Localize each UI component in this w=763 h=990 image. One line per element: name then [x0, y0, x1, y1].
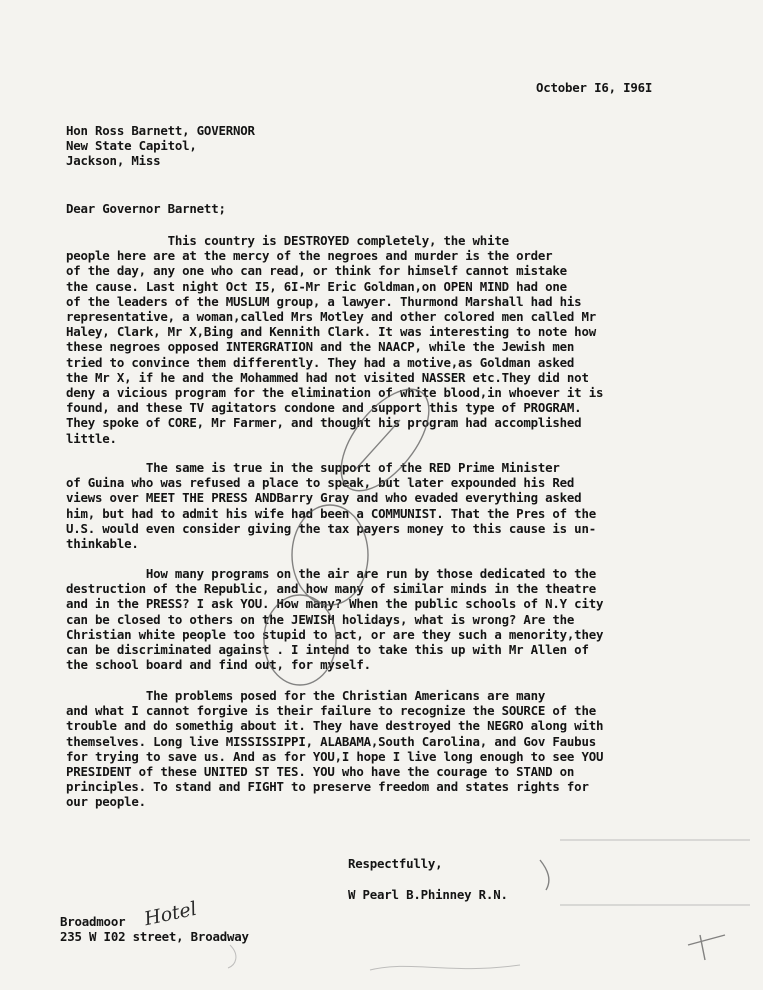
body-paragraph-1: This country is DESTROYED completely, the white people here are at the mercy of the negroes and murder is the order of the day, any one who can read, or think for himself cannot mistake the cause. Last night Oct I5, 6I-Mr Eric Goldman,on OPEN MIND had one of the leaders of the MUSLUM group, a lawyer. Thurmond Marshall had his representative, a woman,called Mrs Motley and other colored men called Mr Haley, Clark, Mr X,Bing and Kennith Clark. It was interesting to note how these negroes opposed INTERGRATION and the NAACP, while the Jewish men tried to convince them differently. They had a motive,as Goldman asked the Mr X, if he and the Mohammed had not visited NASSER etc.They did not deny a vicious program for the elimination of white blood,in whoever it is found, and these TV agitators condone and support this type of PROGRAM. They spoke of CORE, Mr Farmer, and thought his program had accomplished little. — [66, 233, 604, 446]
recipient-line: Jackson, Miss — [66, 153, 161, 169]
handwritten-insert: Hotel — [142, 897, 199, 931]
letter-date: October I6, I96I — [536, 80, 653, 95]
return-address-line: Broadmoor — [60, 914, 126, 929]
body-paragraph-4: The problems posed for the Christian Americans are many and what I cannot forgive is their failure to recognize the SOURCE of the trouble and do somethig about it. They have destroyed the NEGRO along with themselves. Long live MISSISSIPPI, ALABAMA,South Carolina, and Gov Faubus for trying to save us. And as for YOU,I hope I live long enough to see YOU PRESIDENT of these UNITED ST TES. YOU who have the courage to STAND on principles. To stand and FIGHT to preserve freedom and states rights for our people. — [66, 688, 604, 810]
closing: Respectfully, — [348, 856, 443, 871]
signature-name: W Pearl B.Phinney R.N. — [348, 887, 508, 902]
return-address-line: 235 W I02 street, Broadway — [60, 929, 249, 945]
body-paragraph-3: How many programs on the air are run by those dedicated to the destruction of the Republic, and how many of similar minds in the theatre and in the PRESS? I ask YOU. How many? When the public schools of N.Y city can be closed to others on the JEWISH holidays, what is wrong? Are the Christian white people too stupid to act, or are they such a menority,they can be discriminated against . I intend to take this up with Mr Allen of the school board and find out, for myself. — [66, 566, 604, 673]
recipient-line: Hon Ross Barnett, GOVERNOR — [66, 123, 255, 138]
body-paragraph-2: The same is true in the support of the RED Prime Minister of Guina who was refused a place to speak, but later expounded his Red views over MEET THE PRESS ANDBarry Gray and who evaded everything asked him, but had to admit his wife had been a COMMUNIST. That the Pres of the U.S. would even consider giving the tax payers money to this cause is un- thinkable. — [66, 460, 596, 552]
recipient-line: New State Capitol, — [66, 138, 197, 154]
recipient-address — [66, 123, 255, 169]
salutation: Dear Governor Barnett; — [66, 201, 226, 216]
